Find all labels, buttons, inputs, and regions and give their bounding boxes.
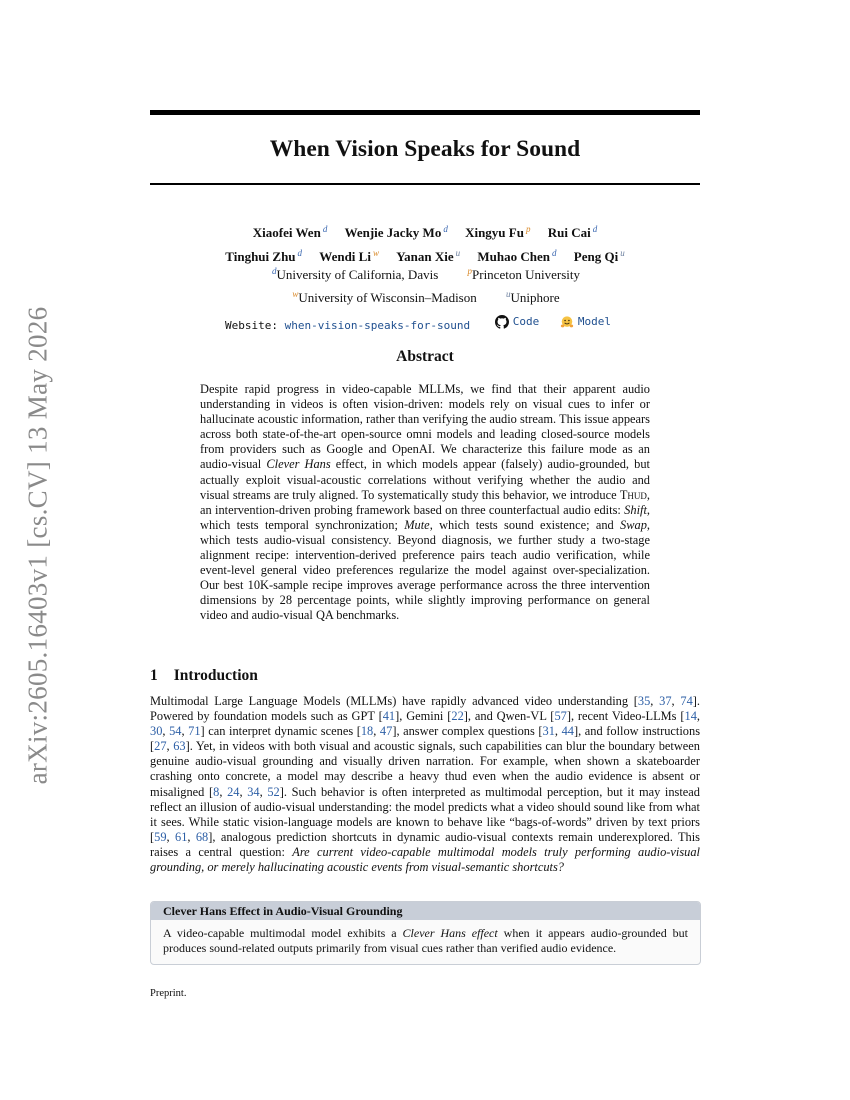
citation-link[interactable]: 57 xyxy=(554,709,567,724)
citation-link[interactable]: 31 xyxy=(542,724,555,739)
citation-link[interactable]: 54 xyxy=(169,724,182,739)
definition-box xyxy=(150,901,701,965)
affiliation-mark: d xyxy=(297,248,303,258)
title-rule-bottom xyxy=(150,183,700,185)
affiliation-row-1 xyxy=(150,262,700,285)
affiliation-mark: w xyxy=(372,248,379,258)
citation-link[interactable]: 71 xyxy=(188,724,201,739)
author: Yanan Xie $^u$ xyxy=(396,248,461,264)
citation-link[interactable]: 24 xyxy=(227,784,240,799)
citation-link[interactable]: 68 xyxy=(195,829,209,844)
citation-link[interactable]: 14 xyxy=(684,709,697,724)
paper-title: When Vision Speaks for Sound xyxy=(269,136,581,162)
abstract-paragraph: Despite rapid progress in video-capable MLLMs, we find that their apparent audio understanding in videos is often vision-driven: models rely on visual cues to infer or hallucinate acoustic information, rather than verifying the audio stream. This issue appears across both state-of-the-art open-source omni models and leading closed-source models from providers such as Google and OpenAI. We characterize this failure mode as an audio-visual Clever Hans effect, in which models appear (falsely) audio-grounded, but actually exploit visual-acoustic correlations without verifying whether the audio and visual streams are truly aligned. To systematically study this behavior, we introduce Thud, an intervention-driven probing framework based on three counterfactual audio edits: Shift, which tests temporal synchronization; Mute, which tests sound existence; and Swap, which tests audio-visual consistency. Beyond diagnosis, we further study a two-stage alignment recipe: intervention-derived preference pairs teach audio verification, while event-level general video preferences regularize the model against over-specialization. Our best 10K-sample recipe improves average performance across the three intervention dimensions by 28 percentage points, while slightly improving performance on general video and audio-visual QA benchmarks. xyxy=(200,382,651,623)
definition-box-title: Clever Hans Effect in Audio-Visual Grounding xyxy=(151,902,700,920)
affiliation: $^p$Princeton University xyxy=(467,266,580,282)
author: Rui Cai $^d$ xyxy=(547,224,598,240)
author: Wenjie Jacky Mo $^d$ xyxy=(344,224,448,240)
website-link[interactable]: when-vision-speaks-for-sound xyxy=(284,319,471,332)
author-row-1 xyxy=(150,219,700,243)
affiliation-mark: d xyxy=(592,224,598,234)
thud-name: Thud xyxy=(619,487,647,502)
author: Muhao Chen $^d$ xyxy=(477,248,557,264)
abstract-body xyxy=(200,382,650,624)
preprint-footer: Preprint. xyxy=(150,988,187,999)
central-question: Are current video-capable multimodal models truly performing audio-visual grounding, or merely hallucinating acoustic events from visual-semantic shortcuts? xyxy=(150,844,700,875)
definition-box-body: A video-capable multimodal model exhibits a Clever Hans effect when it appears audio-grounded but produces sound-related outputs primarily from visual cues rather than verified audio evidence. xyxy=(163,926,688,955)
citation-link[interactable]: 37 xyxy=(659,694,672,708)
citation-link[interactable]: 59 xyxy=(154,829,167,844)
author: Xiaofei Wen $^d$ xyxy=(252,224,328,240)
affiliation-row-2 xyxy=(150,285,700,308)
resource-links xyxy=(150,314,700,334)
affiliation-mark: d xyxy=(552,248,557,258)
model-link[interactable] xyxy=(560,314,611,330)
author: Tinghui Zhu $^d$ xyxy=(225,248,303,264)
affiliation: $^u$Uniphore xyxy=(506,288,560,305)
citation-link[interactable]: 34 xyxy=(247,784,260,799)
citation-link[interactable]: 44 xyxy=(561,724,574,739)
citation-link[interactable]: 74 xyxy=(680,694,693,708)
citation-link[interactable]: 18 xyxy=(360,724,374,739)
model-link-label: Model xyxy=(577,315,611,328)
citation-link[interactable]: 41 xyxy=(382,709,396,724)
affiliation-mark: p xyxy=(525,224,531,234)
citation-link[interactable]: 61 xyxy=(175,829,188,844)
section-number: 1 xyxy=(150,667,158,684)
affiliation-mark: d xyxy=(443,224,448,234)
affiliation-list xyxy=(150,262,700,307)
intro-paragraph: Multimodal Large Language Models (MLLMs) have rapidly advanced video understanding [35, 37, 74]. Powered by foundation models such as GPT [41], Gemini [22], and Qwen-VL [57], recent Video-LLMs [14, 30, 54, 71] can interpret dynamic scenes [18, 47], answer complex questions [31, 44], and follow instructions [27, 63]. Yet, in videos with both visual and acoustic signals, such capabilities can blur the boundary between genuine audio-visual grounding and visually driven narration. For example, when shown a skateboarder crashing onto concrete, a model may describe a heavy thud even when the audio evidence is absent or misaligned [8, 24, 34, 52]. Such behavior is often interpreted as multimodal perception, but it may instead reflect an illusion of audio-visual understanding: the model predicts what a video should sound like from what it sees. While static vision-language models are known to behave like “bags-of-words” driven by text priors [59, 61, 68], analogous prediction shortcuts in dynamic audio-visual contexts remain underexplored. This raises a central question: Are current video-capable multimodal models truly performing audio-visual grounding, or merely hallucinating acoustic events from visual-semantic shortcuts? xyxy=(150,694,701,875)
citation-link[interactable]: 8 xyxy=(213,784,220,799)
author: Wendi Li $^w$ xyxy=(319,248,379,264)
citation-link[interactable]: 52 xyxy=(267,784,280,799)
citation-link[interactable]: 22 xyxy=(451,709,464,724)
citation-link[interactable]: 35 xyxy=(637,694,651,708)
affiliation: $^w$University of Wisconsin–Madison xyxy=(292,288,477,305)
huggingface-icon xyxy=(560,315,574,329)
citation-link[interactable]: 30 xyxy=(150,724,163,739)
code-link[interactable] xyxy=(495,314,540,330)
affiliation: $^d$University of California, Davis xyxy=(272,266,439,282)
code-link-label: Code xyxy=(512,315,540,328)
section-title: Introduction xyxy=(173,667,258,684)
affiliation-mark: u xyxy=(620,248,625,258)
citation-link[interactable]: 47 xyxy=(379,724,393,739)
affiliation-mark: d xyxy=(322,224,328,234)
website-label: Website: xyxy=(225,319,279,332)
affiliation-mark: u xyxy=(455,248,461,258)
author: Xingyu Fu $^p$ xyxy=(465,224,531,240)
section-heading xyxy=(150,666,700,686)
intro-body xyxy=(150,694,700,875)
author-list xyxy=(150,219,700,267)
abstract-heading: Abstract xyxy=(396,348,454,365)
arxiv-identifier: arXiv:2605.16403v1 [cs.CV] 13 May 2026 xyxy=(22,306,53,784)
arxiv-side-stamp xyxy=(18,300,58,790)
citation-link[interactable]: 63 xyxy=(173,739,186,754)
github-icon xyxy=(495,315,509,329)
author: Peng Qi $^u$ xyxy=(573,248,625,264)
title-rule-top xyxy=(150,110,700,115)
citation-link[interactable]: 27 xyxy=(154,739,167,754)
